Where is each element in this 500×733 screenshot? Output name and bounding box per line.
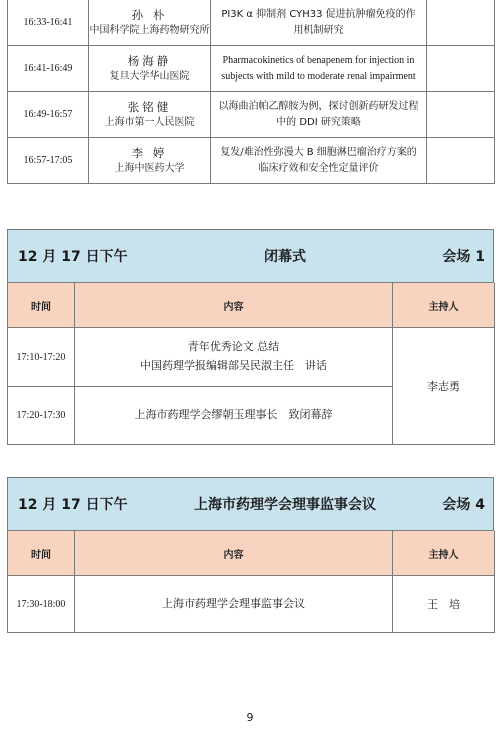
host-name: 李志勇 <box>393 328 495 445</box>
column-header-time: 时间 <box>8 531 75 576</box>
talk-schedule-table <box>7 0 495 184</box>
table-row <box>8 0 495 46</box>
session-venue: 会场 1 <box>442 249 485 265</box>
talk-time: 16:49-16:57 <box>8 92 89 138</box>
session-header <box>7 477 494 531</box>
table-row <box>8 46 495 92</box>
speaker-org: 上海中医药大学 <box>114 162 185 174</box>
page-number: 9 <box>246 711 254 724</box>
talk-topic: Pharmacokinetics of benapenem for injection in subjects with mild to moderate renal impairment <box>211 46 427 92</box>
speaker-org: 复旦大学华山医院 <box>109 70 190 82</box>
content-line: 青年优秀论文 总结 <box>187 340 280 354</box>
table-row <box>8 138 495 184</box>
speaker-cell <box>89 138 211 184</box>
blank-cell <box>427 0 495 46</box>
speaker-cell <box>89 46 211 92</box>
session-title: 上海市药理学会理事监事会议 <box>193 497 376 513</box>
closing-ceremony-block <box>7 229 494 445</box>
row-time: 17:10-17:20 <box>8 328 75 387</box>
host-name: 王 培 <box>393 576 495 633</box>
table-row <box>8 92 495 138</box>
column-header-content: 内容 <box>75 283 393 328</box>
speaker-cell <box>89 0 211 46</box>
session-title: 闭幕式 <box>263 249 306 265</box>
blank-cell <box>427 138 495 184</box>
talk-time: 16:41-16:49 <box>8 46 89 92</box>
row-time: 17:20-17:30 <box>8 387 75 445</box>
session-header <box>7 229 494 283</box>
closing-schedule-table <box>7 283 495 445</box>
row-content <box>75 328 393 387</box>
council-meeting-block <box>7 477 494 633</box>
column-header-content: 内容 <box>75 531 393 576</box>
column-header-host: 主持人 <box>393 283 495 328</box>
table-header-row <box>8 531 495 576</box>
speaker-name: 孙 朴 <box>131 7 168 22</box>
speaker-name: 李 婷 <box>131 145 168 160</box>
speaker-cell <box>89 92 211 138</box>
session-date: 12 月 17 日下午 <box>18 497 128 513</box>
blank-cell <box>427 46 495 92</box>
row-time: 17:30-18:00 <box>8 576 75 633</box>
talk-time: 16:57-17:05 <box>8 138 89 184</box>
speaker-name: 杨海静 <box>127 53 172 68</box>
session-date: 12 月 17 日下午 <box>18 249 128 265</box>
talk-time: 16:33-16:41 <box>8 0 89 46</box>
content-line: 中国药理学报编辑部吴民淑主任 讲话 <box>140 359 327 372</box>
council-schedule-table <box>7 531 495 633</box>
column-header-host: 主持人 <box>393 531 495 576</box>
table-row <box>8 328 495 387</box>
table-header-row <box>8 283 495 328</box>
talk-topic: PI3K α 抑制剂 CYH33 促进抗肿瘤免疫的作用机制研究 <box>211 0 427 46</box>
session-venue: 会场 4 <box>442 497 485 513</box>
speaker-name: 张铭健 <box>127 99 172 114</box>
blank-cell <box>427 92 495 138</box>
speaker-org: 中国科学院上海药物研究所 <box>89 24 210 36</box>
table-row <box>8 576 495 633</box>
row-content: 上海市药理学会缪朝玉理事长 致闭幕辞 <box>75 387 393 445</box>
talk-topic: 复发/难治性弥漫大 B 细胞淋巴瘤治疗方案的临床疗效和安全性定量评价 <box>211 138 427 184</box>
talk-topic: 以海曲泊帕乙醇胺为例，探讨创新药研发过程中的 DDI 研究策略 <box>211 92 427 138</box>
speaker-org: 上海市第一人民医院 <box>104 116 195 128</box>
row-content: 上海市药理学会理事监事会议 <box>75 576 393 633</box>
column-header-time: 时间 <box>8 283 75 328</box>
